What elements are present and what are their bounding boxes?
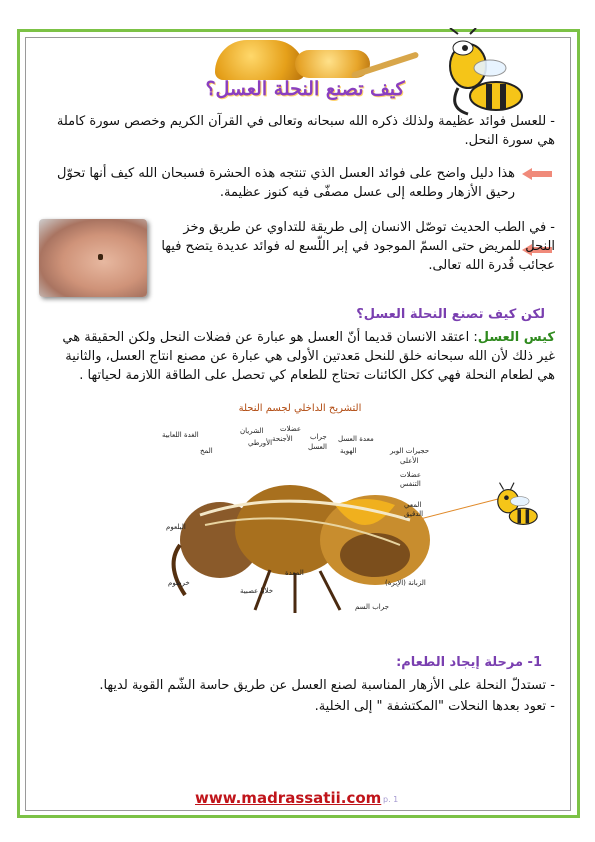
stage1-bullet-1: - تستدلّ النحلة على الأزهار المناسبة لصنع العسل عن طريق حاسة الشّم القوية لديها. xyxy=(99,678,555,693)
label-nerve-cells: خلايا عصبية xyxy=(240,587,274,595)
anatomy-caption: التشريح الداخلي لجسم النحلة xyxy=(238,403,362,414)
label-breathing: التنفس xyxy=(400,480,421,488)
title-banner xyxy=(180,38,430,118)
label-brain: المخ xyxy=(200,447,213,455)
label-proboscis: خرطوم xyxy=(168,579,190,587)
page-title: كيف تصنع النحلة العسل؟ xyxy=(205,78,405,100)
honey-sac-text: : اعتقد الانسان قديما أنّ العسل هو عبارة عن فضلات النحل ولكن الحقيقة هي غير ذلك لأن الله سبحانه خلق للنحل مَعدتين الأولى هي عبارة عن مصنع انتاج العسل، والثانية هي لطعام النحلة فهي ككل الكائنات تحتاج للطعام كي تحصل على الطاقة اللازمة لحياتها . xyxy=(62,330,555,383)
label-stinger: الزبانة (الإبرة) xyxy=(385,579,426,587)
stage1-bullet-2: - تعود بعدها النحلات "المكتشفة " إلى الخلية. xyxy=(314,699,555,714)
question-heading: لكن كيف تصنع النحلة العسل؟ xyxy=(356,307,545,322)
label-honey-stomach: معدة العسل xyxy=(338,435,374,443)
label-pharynx: البلعوم xyxy=(166,523,186,531)
bee-sting-photo xyxy=(39,219,147,297)
label-wings: الأجنحة xyxy=(272,435,293,443)
arrow-left-icon xyxy=(522,168,552,180)
label-intestine: المعي xyxy=(404,501,422,509)
label-pouch: جراب xyxy=(310,433,327,441)
label-honey: العسل xyxy=(308,443,328,451)
paragraph-honey-sac xyxy=(45,328,555,385)
website-link[interactable]: www.madrassatii.com xyxy=(195,789,382,807)
bee-anatomy-diagram xyxy=(160,425,440,615)
bee-cartoon-small-icon xyxy=(485,478,543,536)
page-number: p. 1 xyxy=(383,795,399,804)
label-hair-chambers: حجيرات الوبر xyxy=(390,447,430,455)
label-venom-sac: جراب السم xyxy=(355,603,389,611)
label-aorta: الأورطي xyxy=(248,439,273,447)
paragraph-honey-benefits: - للعسل فوائد عظيمة ولذلك ذكره الله سبحانه وتعالى في القرآن الكريم وخصص سورة كاملة هي سورة النحل. xyxy=(56,114,555,148)
paragraph-bee-venom-therapy: - في الطب الحديث توصّل الانسان إلى طريقة للتداوي عن طريق وخز النحل للمريض حتى السمّ الموجود في إبر اللّسع له فوائد عديدة يتضح فيها عجائب قُدرة الله تعالى. xyxy=(161,220,555,273)
honey-pot-image xyxy=(215,40,305,80)
label-muscles: عضلات xyxy=(280,425,302,433)
label-stomach: المعدة xyxy=(285,569,304,577)
stage1-heading: 1- مرحلة إيجاد الطعام: xyxy=(396,655,542,670)
honey-sac-term: كيس العسل xyxy=(477,330,555,345)
label-air-sac: الهوية xyxy=(340,447,357,455)
label-artery: الشريان xyxy=(240,427,264,435)
label-small: الدقيق xyxy=(404,510,424,518)
label-upper: الأعلى xyxy=(400,457,419,465)
paragraph-evidence: هذا دليل واضح على فوائد العسل الذي تنتجه هذه الحشرة فسبحان الله كيف أنها تحوّل رحيق الأزهار وطلعه إلى عسل مصفّى فيه كنوز عظيمة. xyxy=(57,166,515,200)
label-breathing-muscles: عضلات xyxy=(400,471,422,479)
sting-mark xyxy=(98,254,103,260)
label-salivary-gland: الغدة اللعابية xyxy=(162,431,199,439)
